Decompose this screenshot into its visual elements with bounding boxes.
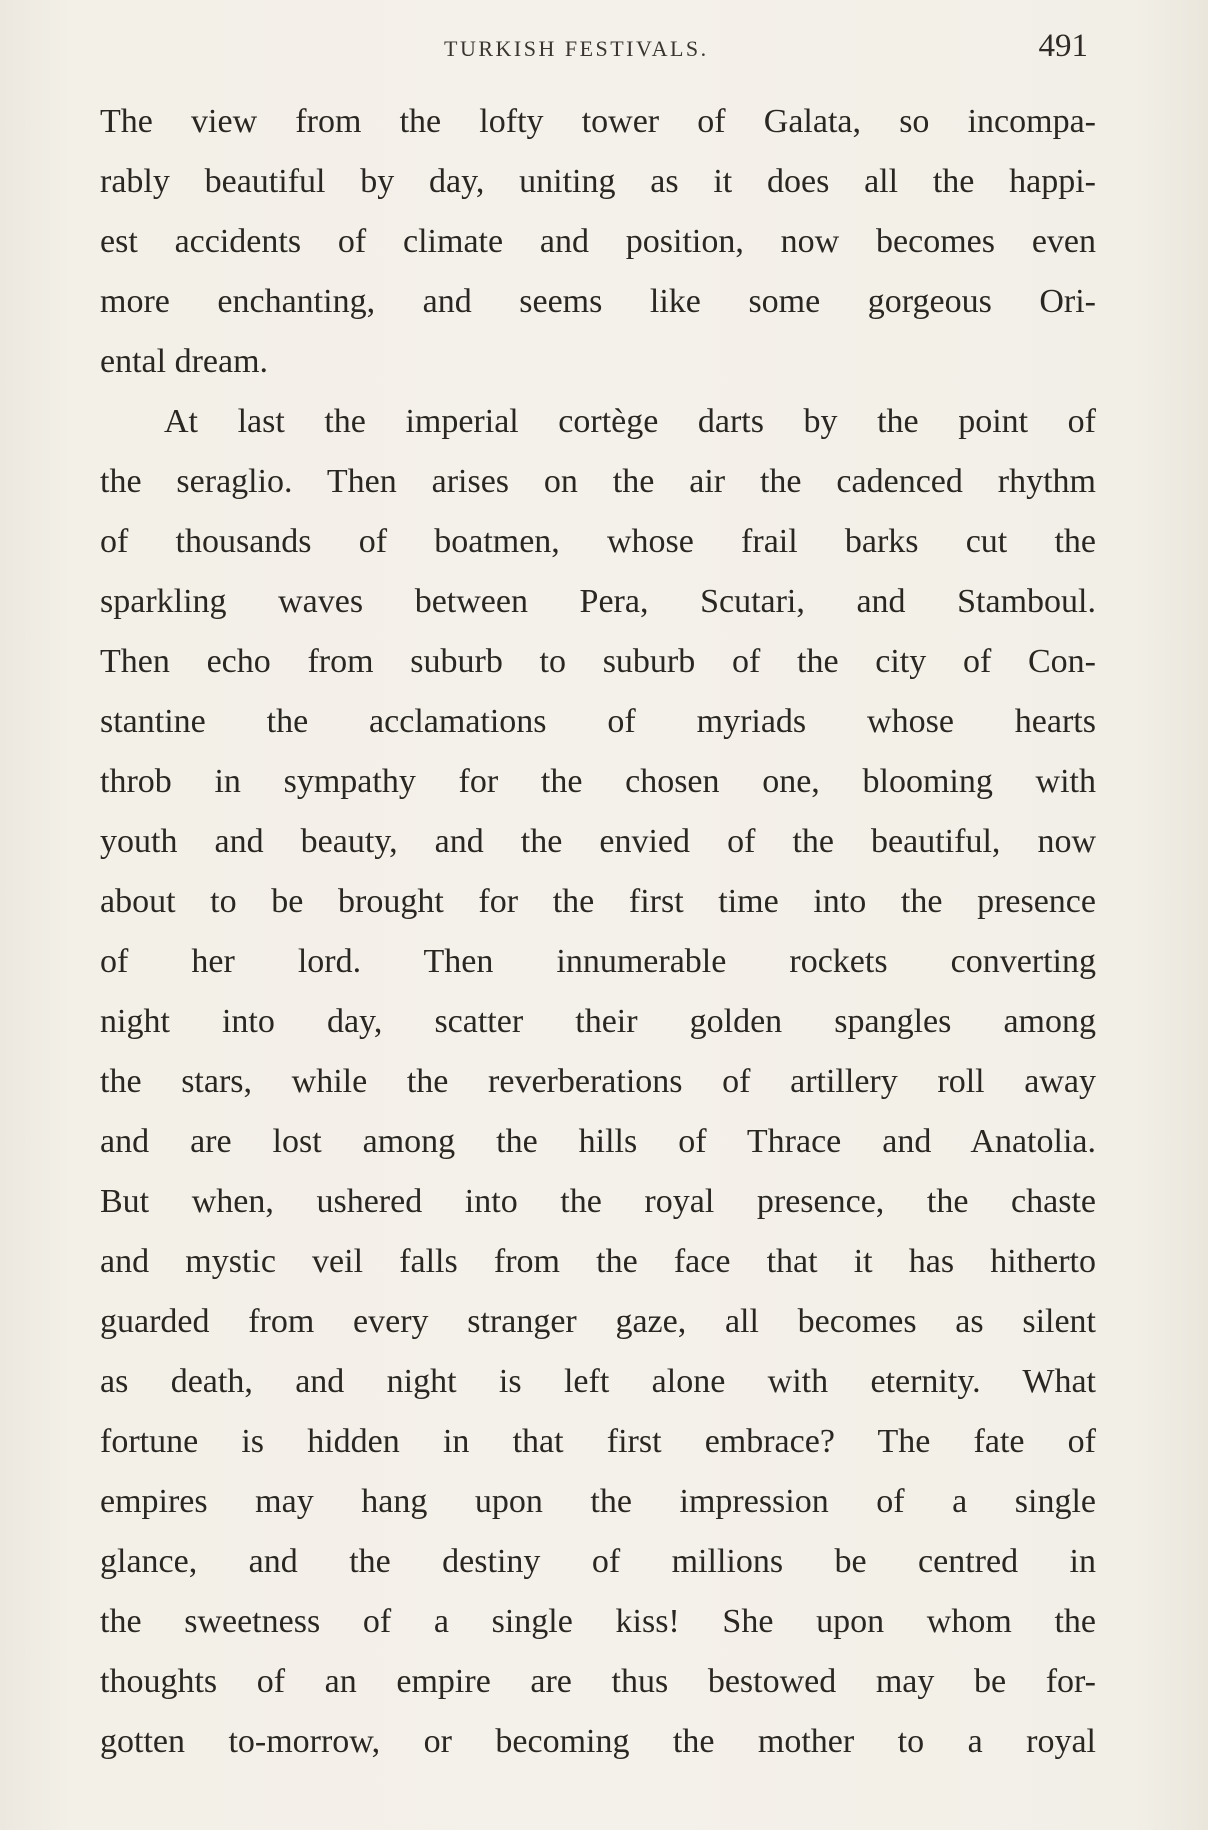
text-line: fortune is hidden in that first embrace? The fate of [100,1423,1096,1460]
text-line: The view from the lofty tower of Galata, so incompa- [100,103,1096,140]
text-line: the sweetness of a single kiss! She upon whom the [100,1603,1096,1640]
paragraph-galata-view [100,92,1096,392]
text-line: gotten to-morrow, or becoming the mother to a royal [100,1723,1096,1760]
text-line: night into day, scatter their golden spangles among [100,1003,1096,1040]
text-line: sparkling waves between Pera, Scutari, and Stamboul. [100,583,1096,620]
text-line: stantine the acclamations of myriads whose hearts [100,703,1096,740]
text-line: about to be brought for the first time into the presence [100,883,1096,920]
body-text [100,92,1096,1772]
text-line: as death, and night is left alone with eternity. What [100,1363,1096,1400]
text-line: and are lost among the hills of Thrace and Anatolia. [100,1123,1096,1160]
text-line: ental dream. [100,343,269,380]
text-line: the seraglio. Then arises on the air the cadenced rhythm [100,463,1096,500]
text-line: Then echo from suburb to suburb of the city of Con- [100,643,1096,680]
text-line: and mystic veil falls from the face that it has hitherto [100,1243,1096,1280]
text-line: youth and beauty, and the envied of the beautiful, now [100,823,1096,860]
text-line: But when, ushered into the royal presence, the chaste [100,1183,1096,1220]
text-line: At last the imperial cortège darts by the point of [164,403,1096,440]
paragraph-imperial-cortege [100,392,1096,1772]
text-line: rably beautiful by day, uniting as it does all the happi- [100,163,1096,200]
running-head [100,28,1096,68]
text-line: glance, and the destiny of millions be centred in [100,1543,1096,1580]
page-number: 491 [1038,28,1088,64]
text-line: more enchanting, and seems like some gorgeous Ori- [100,283,1096,320]
text-line: thoughts of an empire are thus bestowed may be for- [100,1663,1096,1700]
text-line: empires may hang upon the impression of a single [100,1483,1096,1520]
text-line: throb in sympathy for the chosen one, blooming with [100,763,1096,800]
text-line: the stars, while the reverberations of artillery roll away [100,1063,1096,1100]
text-line: of her lord. Then innumerable rockets converting [100,943,1096,980]
running-title: TURKISH FESTIVALS. [444,36,709,61]
text-line: est accidents of climate and position, now becomes even [100,223,1096,260]
text-line: of thousands of boatmen, whose frail barks cut the [100,523,1096,560]
text-line: guarded from every stranger gaze, all becomes as silent [100,1303,1096,1340]
